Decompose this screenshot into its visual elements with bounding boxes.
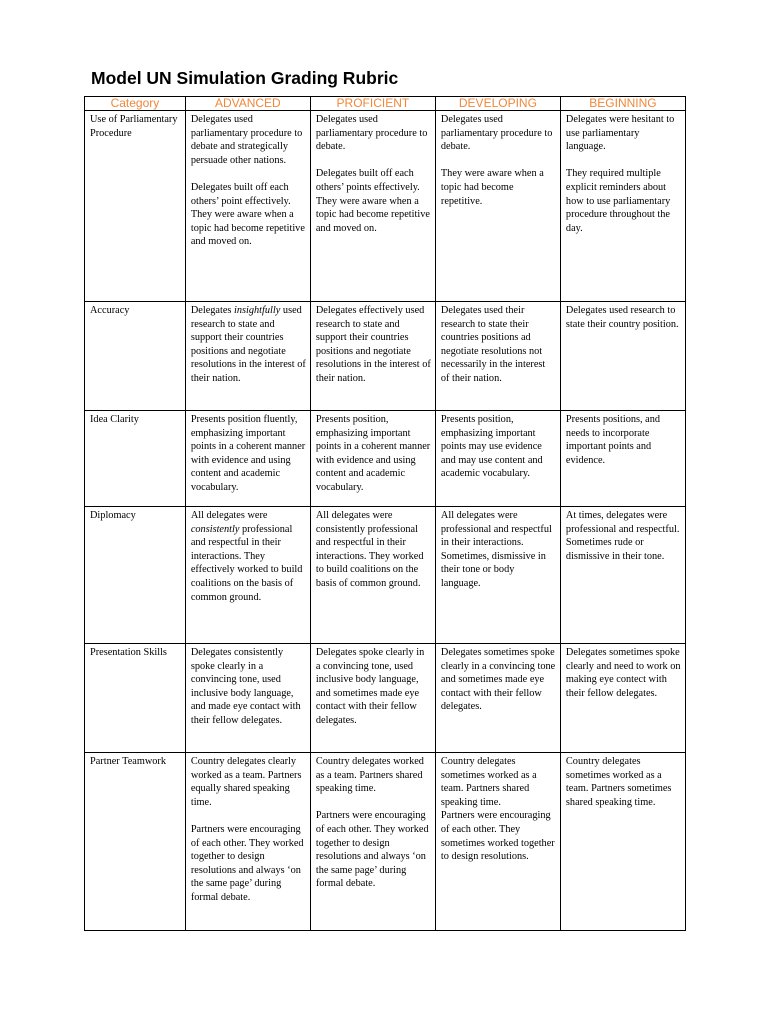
cell-beginning: [560, 644, 685, 753]
cell-developing: [435, 302, 560, 411]
cell-paragraph: Partners were encouraging of each other. They worked together to design resolutions and always ‘on the same page’ during formal debate.: [190, 823, 304, 903]
cell-paragraph: They required multiple explicit reminders about how to use parliamentary procedure throughout the day.: [565, 168, 671, 234]
cell-paragraph: Delegates sometimes spoke clearly and need to work on making eye contect with their fellow delegates.: [565, 647, 681, 699]
cell-paragraph: Delegates used research to state their country position.: [565, 305, 679, 330]
cell-beginning: [560, 753, 685, 931]
cell-paragraph: All delegates were professional and respectful in their interactions. Sometimes, dismissive in their tone or body language.: [440, 510, 552, 589]
table-row: [85, 644, 686, 753]
table-row: [85, 753, 686, 931]
table-row: [85, 411, 686, 507]
row-category: Idea Clarity: [85, 411, 186, 507]
cell-paragraph: Delegates used their research to state their countries positions ad negotiate resolutions not necessarily in the interest of their nation.: [440, 305, 546, 384]
cell-proficient: [310, 644, 435, 753]
cell-advanced: [185, 507, 310, 644]
cell-paragraph: Delegates effectively used research to state and support their countries positions and negotiate resolutions in the interest of their nation.: [315, 305, 431, 384]
cell-paragraph: Country delegates clearly worked as a team. Partners equally shared speaking time.: [190, 756, 302, 808]
cell-beginning: [560, 507, 685, 644]
cell-beginning: [560, 302, 685, 411]
header-row: [85, 97, 686, 111]
cell-paragraph: All delegates were consistently professional and respectful in their interactions. They worked to build coalitions on the basis of common ground.: [315, 510, 424, 589]
cell-paragraph: Presents positions, and needs to incorporate important points and evidence.: [565, 414, 661, 466]
cell-paragraph: Delegates used parliamentary procedure to debate.: [440, 114, 553, 153]
cell-paragraph: Partners were encouraging of each other. They worked together to design resolutions and always ‘on the same page’ during formal debate.: [315, 810, 429, 890]
emphasis-text: consistently: [190, 523, 240, 535]
cell-proficient: [310, 302, 435, 411]
header-proficient: PROFICIENT: [310, 97, 435, 111]
cell-advanced: [185, 411, 310, 507]
row-category: Partner Teamwork: [85, 753, 186, 931]
header-category: Category: [85, 97, 186, 111]
cell-paragraph: All delegates were consistently professional and respectful in their interactions. They effectively worked to build coalitions on the basis of common ground.: [190, 510, 303, 603]
cell-proficient: [310, 507, 435, 644]
cell-developing: [435, 753, 560, 931]
table-row: [85, 111, 686, 302]
table-row: [85, 507, 686, 644]
cell-paragraph: Delegates spoke clearly in a convincing tone, used inclusive body language, and sometimes made eye contact with their fellow delegates.: [315, 647, 425, 726]
cell-developing: [435, 111, 560, 302]
cell-proficient: [310, 111, 435, 302]
cell-proficient: [310, 411, 435, 507]
cell-beginning: [560, 111, 685, 302]
cell-paragraph: Delegates built off each others’ point effectively. They were aware when a topic had become repetitive and moved on.: [190, 181, 305, 248]
cell-developing: [435, 644, 560, 753]
cell-advanced: [185, 753, 310, 931]
cell-proficient: [310, 753, 435, 931]
cell-paragraph: Delegates were hesitant to use parliamentary language.: [565, 114, 675, 153]
cell-paragraph: Country delegates worked as a team. Partners shared speaking time.: [315, 756, 424, 795]
row-category: Accuracy: [85, 302, 186, 411]
cell-paragraph: Delegates sometimes spoke clearly in a convincing tone and sometimes made eye contact with their fellow delegates.: [440, 647, 556, 713]
cell-paragraph: They were aware when a topic had become repetitive.: [440, 168, 544, 207]
cell-beginning: [560, 411, 685, 507]
header-advanced: ADVANCED: [185, 97, 310, 111]
row-category: Presentation Skills: [85, 644, 186, 753]
row-category: Diplomacy: [85, 507, 186, 644]
rubric-table: [84, 96, 686, 931]
table-row: [85, 302, 686, 411]
cell-advanced: [185, 302, 310, 411]
rubric-body: [85, 111, 686, 931]
header-beginning: BEGINNING: [560, 97, 685, 111]
cell-developing: [435, 411, 560, 507]
row-category: Use of Parliamentary Procedure: [85, 111, 186, 302]
cell-paragraph: Delegates built off each others’ points effectively. They were aware when a topic had become repetitive and moved on.: [315, 168, 430, 234]
emphasis-text: insightfully: [234, 305, 281, 316]
cell-paragraph: Delegates used parliamentary procedure to debate.: [315, 114, 428, 153]
cell-paragraph: Presents position, emphasizing important points may use evidence and may use content and academic vocabulary.: [440, 414, 543, 480]
cell-paragraph: Presents position fluently, emphasizing important points in a coherent manner with evidence and using content and academic vocabulary.: [190, 414, 306, 493]
cell-paragraph: Country delegates sometimes worked as a team. Partners shared speaking time. Partners were encouraging of each other. They sometimes worked together to design resolutions.: [440, 756, 555, 863]
cell-advanced: [185, 111, 310, 302]
header-developing: DEVELOPING: [435, 97, 560, 111]
cell-advanced: [185, 644, 310, 753]
cell-paragraph: Delegates insightfully used research to state and support their countries positions and negotiate resolutions in the interest of their nation.: [190, 305, 306, 384]
cell-paragraph: At times, delegates were professional and respectful. Sometimes rude or dismissive in their tone.: [565, 510, 680, 562]
cell-paragraph: Delegates consistently spoke clearly in a convincing tone, used inclusive body language, and made eye contact with their fellow delegates.: [190, 647, 301, 726]
cell-paragraph: Presents position, emphasizing important points in a coherent manner with evidence and using content and academic vocabulary.: [315, 414, 431, 493]
cell-developing: [435, 507, 560, 644]
page-title: Model UN Simulation Grading Rubric: [91, 68, 399, 88]
cell-paragraph: Country delegates sometimes worked as a team. Partners sometimes shared speaking time.: [565, 756, 672, 808]
cell-paragraph: Delegates used parliamentary procedure to debate and strategically persuade other nations.: [190, 114, 303, 166]
